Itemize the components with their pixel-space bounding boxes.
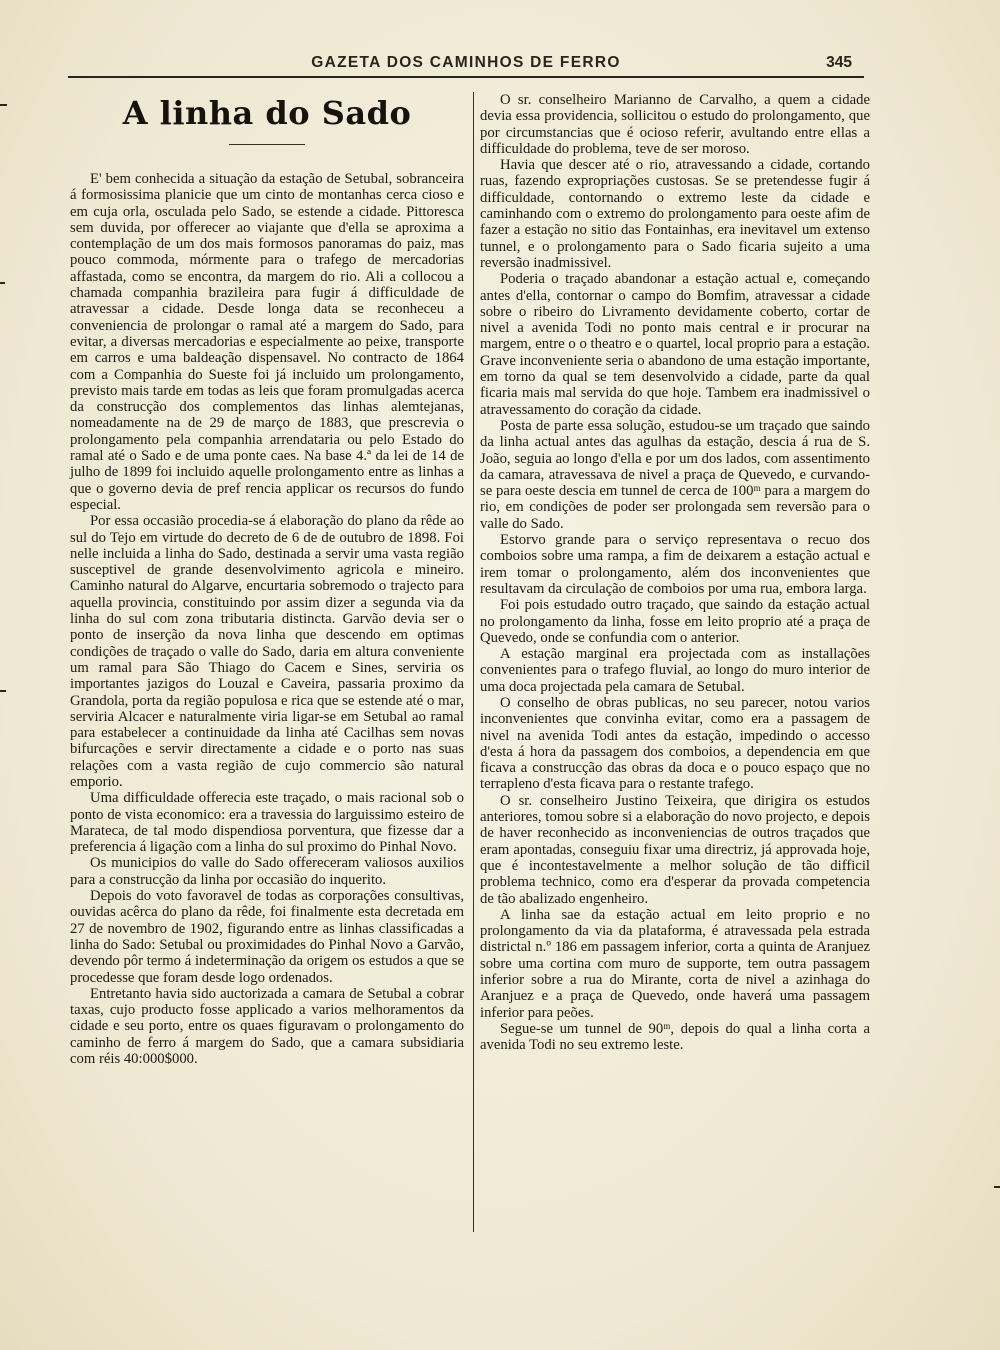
paragraph: Por essa occasião procedia-se á elaboração do plano da rêde ao sul do Tejo em virtude do decreto de 6 de de outubro de 1898. Foi nelle incluida a linha do Sado, destinada a servir uma vasta região susceptivel de grande desenvolvimento agricola e mineiro. Caminho natural do Algarve, encurtaria sobremodo o trajecto para aquella provincia, constituindo por assim dizer a segunda via da linha do sul com zona tributaria distincta. Garvão devia ser o ponto de inserção da nova linha que descendo em optimas condições de traçado o valle do Sado, daria em altura conveniente um ramal para São Thiago do Cacem e Sines, serviria os importantes jazigos do Louzal e Caveira, passaria proximo da Grandola, porta da região populosa e rica que se estende até o mar, serviria Alcacer e naturalmente viria ligar-se em Setubal ao ramal para estabelecer a continuidade da linha até Cacilhas sem novas bifurcações e servir directamente a cidade e o porto nas suas relações com a vasta região de cujo commercio são natural emporio.: [70, 513, 464, 790]
paragraph: Foi pois estudado outro traçado, que saindo da estação actual no prolongamento da linha, fosse em leito proprio até a praça de Quevedo, onde se confundia com o anterior.: [480, 597, 870, 646]
paragraph: A estação marginal era projectada com as installações convenientes para o trafego fluvial, ao longo do muro interior de uma doca projectada pela camara de Setubal.: [480, 646, 870, 695]
margin-mark: [0, 690, 6, 692]
paragraph: Depois do voto favoravel de todas as corporações consultivas, ouvidas acêrca do plano da rêde, foi finalmente esta decretada em 27 de novembro de 1902, figurando entre as linhas classificadas a linha do Sado: Setubal ou proximidades do Pinhal Novo a Garvão, devendo pôr termo á indeterminação da origem os estudos a que se procedesse que foram desde logo ordenados.: [70, 888, 464, 986]
paragraph: O sr. conselheiro Marianno de Carvalho, a quem a cidade devia essa providencia, sollicitou o estudo do prolongamento, que por circumstancias que é ocioso referir, avultando entre ellas a difficuldade do problema, teve de ser moroso.: [480, 92, 870, 157]
page-number: 345: [826, 54, 852, 71]
paragraph: Entretanto havia sido auctorizada a camara de Setubal a cobrar taxas, cujo producto fosse applicado a varios melhoramentos da cidade e seu porto, entre os quaes figuravam o prolongamento do caminho de ferro á margem do Sado, que a camara subsidiaria com réis 40:000$000.: [70, 985, 464, 1068]
paragraph: O sr. conselheiro Justino Teixeira, que dirigira os estudos anteriores, tomou sobre si a elaboração do novo projecto, e depois de haver reconhecido as inconveniencias de outros traçados que eram apontadas, conseguiu fixar uma directriz, já approvada hoje, que é incontestavelmente a melhor solução de tão difficil problema technico, como era d'esperar da provada competencia de tão abalizado engenheiro.: [480, 792, 870, 907]
margin-mark: [0, 282, 5, 284]
paragraph: Estorvo grande para o serviço representava o recuo dos comboios sobre uma rampa, a fim de deixarem a estação actual e irem tomar o prolongamento, além dos inconvenientes que resultavam da circulação de comboios por uma rua, embora larga.: [480, 532, 870, 597]
right-column: [480, 92, 870, 1054]
margin-mark: [994, 1186, 1000, 1188]
paragraph: Havia que descer até o rio, atravessando a cidade, cortando ruas, fazendo expropriações custosas. Se se pretendesse fugir á difficuldade, contornando o extremo leste da cidade e caminhando com o extremo do prolongamento para oeste afim de fazer a estação no sitio das Fontainhas, era inevitavel um extenso tunnel, e o prolongamento para o Sado ficaria sujeito a uma reversão inadmissivel.: [480, 157, 870, 271]
left-column: [70, 92, 464, 1067]
paragraph: E' bem conhecida a situação da estação de Setubal, sobranceira á formosissima planicie que um cinto de montanhas cerca cioso e em cuja orla, osculada pelo Sado, se estende a cidade. Pittoresca sem duvida, por offerecer ao viajante que d'ella se aproxima a contemplação de um dos mais formosos panoramas do paiz, mas pouco commoda, mórmente para o trafego de mercadorias affastada, como se encontra, da margem do rio. Ali a collocou a chamada companhia brazileira para fugir á difficuldade de atravessar a cidade. Desde longa data se reconheceu a conveniencia de prolongar o ramal até a margem do Sado, para evitar, a diversas mercadorias e especialmente ao peixe, transporte em carros e uma baldeação dispensavel. No contracto de 1864 com a Companhia do Sueste foi já incluido um prolongamento, previsto mais tarde em todas as leis que foram promulgadas acerca da construcção dos complementos das linhas alemtejanas, nomeadamente na de 29 de março de 1883, que prescrevia o prolongamento pela companhia arrendataria ou pelo Estado do ramal até o Sado e de uma ponte caes. Na base 4.ª da lei de 14 de julho de 1899 foi incluido aquelle prolongamento entre as linhas a que o governo devia de pref rencia applicar os recursos do fundo especial.: [70, 171, 464, 513]
page-header: [68, 50, 864, 78]
paragraph: Posta de parte essa solução, estudou-se um traçado que saindo da linha actual antes das agulhas da estação, descia á rua de S. João, seguia ao longo d'ella e por um dos lados, com assentimento da camara, atravessava de nivel a praça de Quevedo, e curvando-se para oeste descia em tunnel de cerca de 100ᵐ para a margem do rio, em condições de poder ser prolongada sem reversão para o valle do Sado.: [480, 417, 870, 532]
paragraph: O conselho de obras publicas, no seu parecer, notou varios inconvenientes que convinha evitar, como era a passagem de nivel na avenida Todi antes da estação, impedindo o accesso d'esta á hora da passagem dos comboios, a dependencia em que ficava a construcção das obras da doca e o pouco espaço que no terrapleno d'esta ficava para o restante trafego.: [480, 694, 870, 793]
paragraph: Poderia o traçado abandonar a estação actual e, começando antes d'ella, contornar o campo do Bomfim, atravessar a cidade sobre o ribeiro do Livramento devidamente coberto, cortar de nivel a avenida Todi no ponto mais central e ir procurar na margem, entre o o theatro e o quartel, local proprio para a estação. Grave inconveniente seria o abandono de uma estação importante, em torno da qual se tem desenvolvido a cidade, parte da qual ficaria mais mal servida do que hoje. Tambem era inadmissivel o atravessamento do coração da cidade.: [480, 271, 870, 418]
title-rule: [229, 144, 305, 145]
paragraph: Uma difficuldade offerecia este traçado, o mais racional sob o ponto de vista economico: era a travessia do larguissimo esteiro de Marateca, de tal modo dispendiosa porventura, que fizesse dar a preferencia á ligação com a linha do sul proximo do Pinhal Novo.: [70, 790, 464, 856]
paragraph: Segue-se um tunnel de 90ᵐ, depois do qual a linha corta a avenida Todi no seu extremo leste.: [480, 1020, 870, 1054]
column-divider: [473, 92, 474, 1232]
paragraph: Os municipios do valle do Sado offereceram valiosos auxilios para a construcção da linha por occasião do inquerito.: [70, 855, 464, 888]
journal-title: GAZETA DOS CAMINHOS DE FERRO: [311, 54, 621, 71]
margin-mark: [0, 104, 7, 106]
paragraph: A linha sae da estação actual em leito proprio e no prolongamento da via da plataforma, é atravessada pela estrada districtal n.º 186 em passagem inferior, corta a quinta de Aranjuez sobre uma cortina com muro de supporte, tem outra passagem inferior sobre a rua do Mirante, corta de nivel a azinhaga do Aranjuez e a praça de Quevedo, onde haverá uma passagem inferior para peões.: [480, 906, 870, 1021]
article-title: A linha do Sado: [122, 94, 412, 132]
